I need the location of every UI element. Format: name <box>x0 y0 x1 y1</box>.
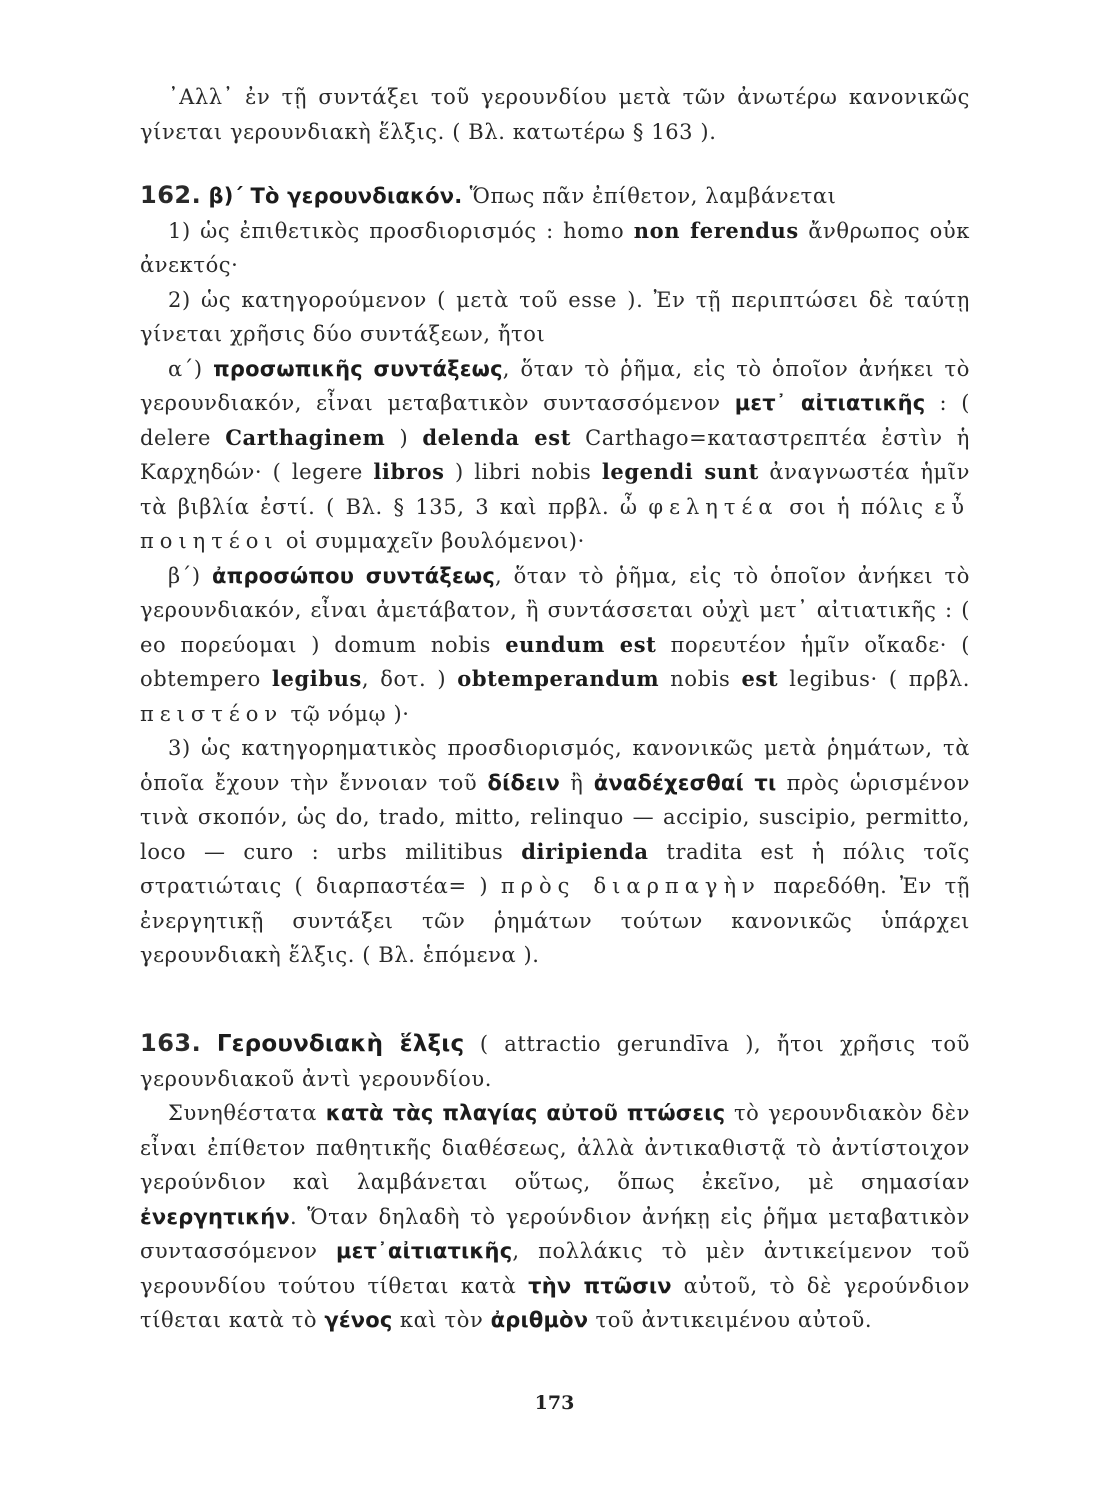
item3-text-4: παρεδόθη. Ἐν τῇ ἐνεργητικῇ συντάξει τῶν ῥημάτων τούτων κανονικῶς ὑπάρχει γερουνδιακὴ ἕλξις. ( Βλ. ἑπόμενα ). <box>140 874 971 967</box>
item1-prefix: 1) ὡς ἐπιθετικὸς προσδιορισμός : homo <box>168 218 625 243</box>
beta-obtemperandum: obtemperandum <box>457 666 660 691</box>
beta-text-6: τῷ νόμῳ )· <box>290 701 410 726</box>
alpha-text-3: ) <box>399 425 409 450</box>
p2-text-4: , πολλάκις τὸ μὲν ἀντικείμενον τοῦ γερουνδίου τούτου τίθεται κατὰ <box>140 1239 970 1298</box>
section-number-163: 163. <box>140 1029 202 1057</box>
alpha-libros: libros <box>373 459 445 484</box>
alpha-delenda: delenda est <box>422 424 571 450</box>
p2-oblique-cases: κατὰ τὰς πλαγίας αὐτοῦ πτώσεις <box>325 1101 726 1125</box>
alpha-text-6: ἀναγνωστέα ἡμῖν τὰ βιβλία ἐστί. ( Βλ. § 135, 3 καὶ πρβλ. ὦ <box>140 460 971 519</box>
item3-didein: δίδειν <box>487 770 560 795</box>
section-number-162: 162. <box>140 181 202 209</box>
section-title-162: β)΄ Τὸ γερουνδιακόν. <box>208 184 463 208</box>
p2-number: ἀριθμὸν <box>490 1308 589 1332</box>
section-162 <box>140 178 970 973</box>
p2-text-6: καὶ τὸν <box>399 1308 484 1332</box>
section-paren-163: ( attractio gerundīva ), ἤτοι χρῆσις τοῦ γερουνδιακοῦ ἀντὶ γερουνδίου. <box>140 1032 970 1091</box>
intro-paragraph <box>140 80 970 149</box>
beta-spaced: πειστέον <box>140 701 284 726</box>
alpha-spaced-1: φελητέα <box>648 494 779 519</box>
p2-text-5: αὐτοῦ, τὸ δὲ γερούνδιον τίθεται κατὰ τὸ <box>140 1273 970 1332</box>
alpha-legendi: legendi sunt <box>601 459 759 484</box>
alpha-text-4: Carthago=καταστρεπτέα ἐστὶν ἡ Καρχηδών· ( legere <box>140 425 970 484</box>
section-title-163: Γερουνδιακὴ ἕλξις <box>216 1031 465 1057</box>
item1-bold: non ferendus <box>633 217 799 243</box>
section-lead-162: Ὅπως πᾶν ἐπίθετον, λαμβάνεται <box>469 184 837 208</box>
alpha-carthaginem: Carthaginem <box>225 424 386 450</box>
alpha-text-7: σοι ἡ πόλις <box>789 494 924 519</box>
alpha-label: α΄) <box>168 356 203 381</box>
p2-active: ἐνεργητικήν <box>140 1204 290 1229</box>
beta-text-1: , ὅταν τὸ ῥῆμα, εἰς τὸ ὁποῖον ἀνήκει τὸ γερουνδιακόν, εἶναι ἀμετάβατον, ἢ συντάσσεται οὐχὶ μετ᾿ αἰτιατικῆς : ( eo πορεύομαι ) domum nobis <box>140 563 970 657</box>
beta-text-2: πορευτέον ἡμῖν οἴκαδε· ( obtempero <box>140 632 971 691</box>
alpha-spaced-2: εὖ ποιητέοι <box>140 494 970 553</box>
intro-text: ᾿Αλλ᾿ ἐν τῇ συντάξει τοῦ γερουνδίου μετὰ τῶν ἀνωτέρω κανονικῶς γίνεται γερουνδιακὴ ἕλξις. ( Βλ. κατωτέρω § 163 ). <box>140 85 970 144</box>
alpha-text-2: : ( delere <box>140 391 970 450</box>
beta-eundum: eundum est <box>505 631 657 657</box>
item3-text-1: 3) ὡς κατηγορηματικὸς προσδιορισμός, κανονικῶς μετὰ ῥημάτων, τὰ ὁποῖα ἔχουν τὴν ἔννοιαν τοῦ <box>140 736 970 795</box>
section-163 <box>140 1026 970 1338</box>
beta-text-3: , δοτ. ) <box>361 667 447 691</box>
item3-text-2: πρὸς ὡρισμένον τινὰ σκοπόν, ὡς do, trado, mitto, relinquo — accipio, suscipio, permitto, loco — curo : urbs militibus <box>140 770 971 864</box>
p2-text-2: τὸ γερουνδιακὸν δὲν εἶναι ἐπίθετον παθητικῆς διαθέσεως, ἀλλὰ ἀντικαθιστᾷ τὸ ἀντίστοιχον γερούνδιον καὶ λαμβάνεται οὕτως, ὅπως ἐκεῖνο, μὲ σημασίαν <box>140 1101 971 1194</box>
item1-suffix: ἄνθρωπος οὐκ ἀνεκτός· <box>140 218 971 277</box>
beta-text-4: nobis <box>670 667 731 691</box>
page-number: 173 <box>534 1392 575 1414</box>
p2-text-3: . Ὅταν δηλαδὴ τὸ γερούνδιον ἀνήκῃ εἰς ῥῆμα μεταβατικὸν συντασσόμενον <box>140 1204 970 1263</box>
beta-legibus: legibus <box>271 666 362 691</box>
item3-spaced: πρὸς διαρπαγὴν <box>500 874 761 898</box>
item3-text-3: tradita est ἡ πόλις τοῖς στρατιώταις ( διαρπαστέα= ) <box>140 839 971 898</box>
alpha-term: προσωπικῆς συντάξεως <box>213 356 503 381</box>
item2-text: 2) ὡς κατηγορούμενον ( μετὰ τοῦ esse ). Ἐν τῇ περιπτώσει δὲ ταύτῃ γίνεται χρῆσις δύο συντάξεων, ἤτοι <box>140 287 970 346</box>
p2-case: τὴν πτῶσιν <box>528 1273 672 1298</box>
p2-text-1: Συνηθέστατα <box>168 1101 318 1125</box>
item3-or: ἢ <box>570 770 584 795</box>
item3-anadechesthai: ἀναδέχεσθαί τι <box>593 770 777 795</box>
alpha-accusative: μετ᾿ αἰτιατικῆς <box>734 391 926 415</box>
p2-gender: γένος <box>324 1308 393 1332</box>
alpha-text-5: ) libri nobis <box>454 460 592 484</box>
beta-est: est <box>741 666 779 691</box>
beta-term: ἀπροσώπου συντάξεως <box>212 563 496 588</box>
p2-text-7: τοῦ ἀντικειμένου αὐτοῦ. <box>595 1308 873 1332</box>
beta-text-5: legibus· ( πρβλ. <box>789 667 971 691</box>
beta-label: β΄) <box>168 563 201 588</box>
alpha-text-1: , ὅταν τὸ ῥῆμα, εἰς τὸ ὁποῖον ἀνήκει τὸ γερουνδιακόν, εἶναι μεταβατικὸν συντασσόμενον <box>140 356 970 415</box>
alpha-text-8: οἱ συμμαχεῖν βουλόμενοι)· <box>285 529 585 553</box>
item3-diripienda: diripienda <box>521 838 649 864</box>
p2-accusative: μετ᾿αἰτιατικῆς <box>335 1239 513 1263</box>
